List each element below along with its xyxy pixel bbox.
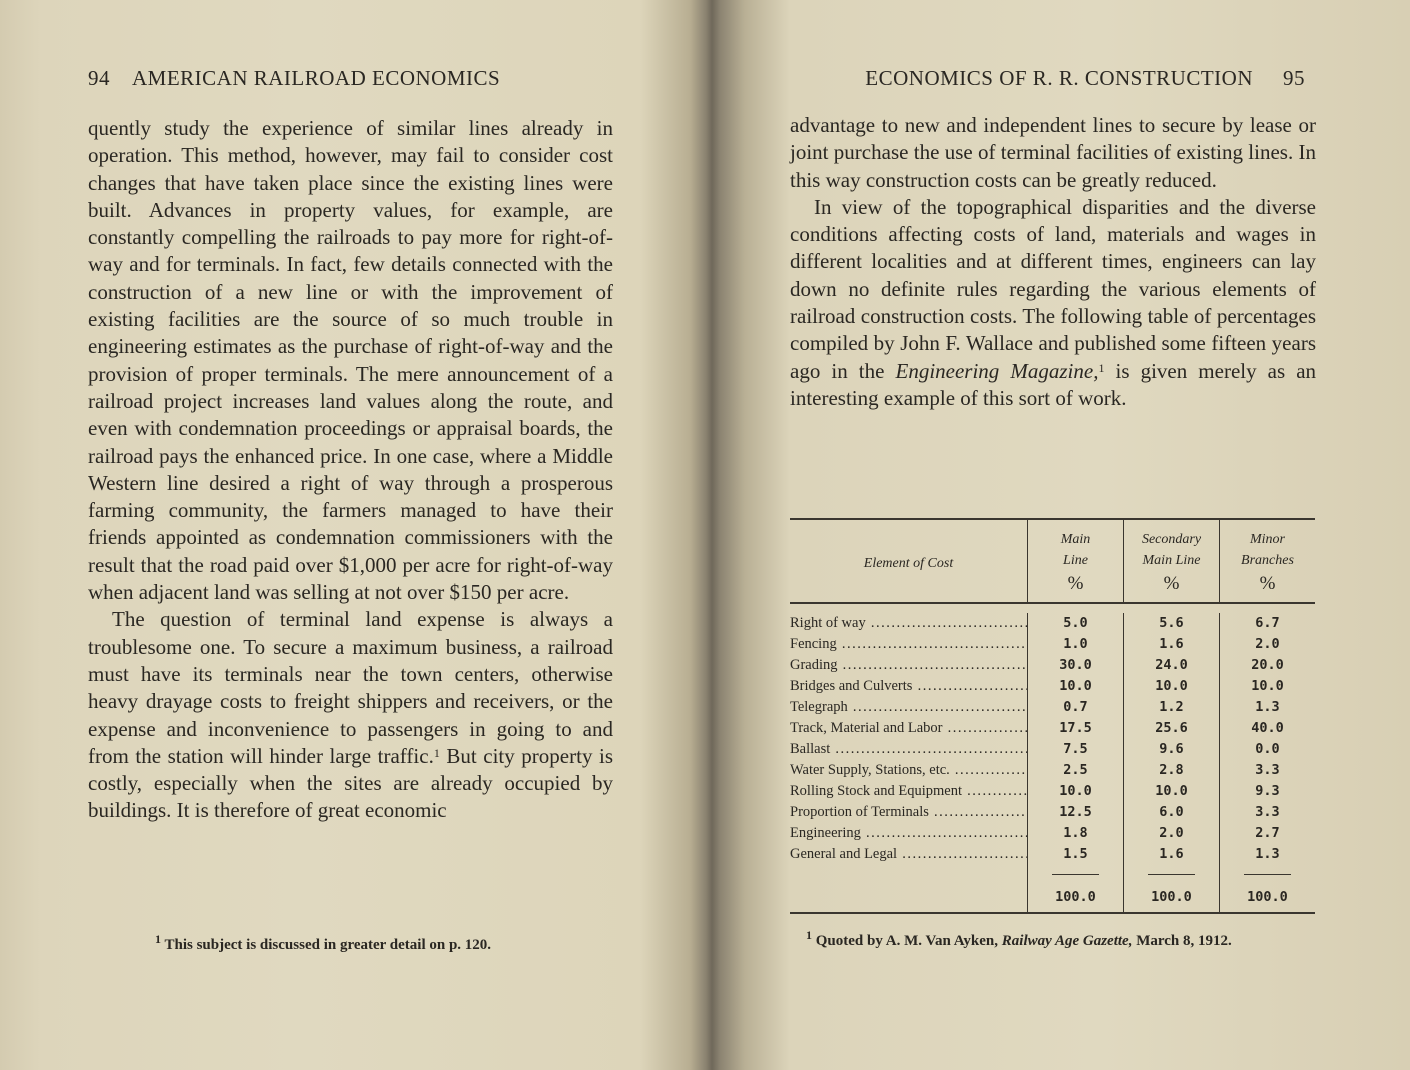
header-main-line-pct: % [1067,572,1084,594]
table-row-element: Rolling Stock and Equipment ..... [790,781,1027,802]
right-body-text [790,112,1316,412]
header-minor-1: Minor [1250,531,1285,547]
table-cell-minor: 1.3 [1255,846,1280,862]
railway-age-gazette-title: Railway Age Gazette, [1001,933,1133,949]
table-row-element: Engineering ..... [790,823,1027,844]
table-total-minor: 100.0 [1247,889,1288,905]
right-running-head [840,66,1305,91]
total-rule [1124,865,1219,884]
header-minor-branches [1220,520,1315,602]
table-row-element: Track, Material and Labor ..... [790,718,1027,739]
table-cell-main: 1.5 [1063,846,1088,862]
table-cell-secondary: 5.6 [1159,615,1184,631]
table-cell-minor: 6.7 [1255,615,1280,631]
header-secondary-main-line [1124,520,1220,602]
header-secondary-1: Secondary [1141,531,1202,547]
table-row-element: Ballast ..... [790,739,1027,760]
left-footnote-marker: 1 [155,932,161,946]
table-cell-main: 0.7 [1063,699,1088,715]
left-paragraph-2 [88,606,613,824]
table-row-element: Right of way ..... [790,613,1027,634]
right-paragraph-2 [790,194,1316,412]
right-footnote [806,928,1232,950]
table-cell-secondary: 2.8 [1159,762,1184,778]
table-row-element: Bridges and Culverts ..... [790,676,1027,697]
header-main-line-2: Line [1063,552,1088,568]
total-rule [790,865,1027,884]
header-element-label: Element of Cost [863,555,954,571]
total-rule [1220,865,1315,884]
table-row-element: Grading ..... [790,655,1027,676]
header-minor-2: Branches [1241,552,1294,568]
table-cell-main: 12.5 [1059,804,1092,820]
table-cell-secondary: 2.0 [1159,825,1184,841]
table-cell-minor: 40.0 [1251,720,1284,736]
left-paragraph-1: quently study the experience of similar lines already in operation. This method, however, may fail to consider cost changes that have taken place since the existing lines were built. Advances in property values, for example, are constantly compelling the railroads to pay more for right-of-way and for terminals. In fact, few details connected with the construction of a new line or with the improvement of existing facilities are the source of so much trouble in engineering estimates as the purchase of right-of-way and the provision of proper terminals. The mere announcement of a railroad project increases land values along the route, and even with condemnation proceedings or appraisal boards, the railroad pays the enhanced price. In one case, where a Middle Western line desired a right of way through a prosperous farming community, the farmers managed to have their friends appointed as condemnation commissioners with the result that the road paid over $1,000 per acre for right-of-way when adjacent land was selling at not over $150 per acre. [88,116,613,605]
table-header [790,520,1315,604]
table-cell-secondary: 1.6 [1159,636,1184,652]
table-cell-minor: 3.3 [1255,804,1280,820]
table-cell-secondary: 6.0 [1159,804,1184,820]
table-cell-minor: 9.3 [1255,783,1280,799]
table-row-element: Proportion of Terminals ..... [790,802,1027,823]
right-footnote-text-a: Quoted by A. M. Van Ayken, [815,933,999,949]
column-main-line [1028,613,1124,912]
table-row-element: Telegraph ..... [790,697,1027,718]
header-element-of-cost [790,520,1028,602]
header-minor-pct: % [1259,572,1276,594]
header-main-line [1028,520,1124,602]
table-cell-minor: 1.3 [1255,699,1280,715]
table-total-secondary: 100.0 [1151,889,1192,905]
table-cell-main: 10.0 [1059,678,1092,694]
table-cell-secondary: 25.6 [1155,720,1188,736]
table-cell-secondary: 9.6 [1159,741,1184,757]
total-rule [1028,865,1123,884]
table-cell-minor: 0.0 [1255,741,1280,757]
table-cell-minor: 3.3 [1255,762,1280,778]
left-running-head [88,66,613,91]
left-footnote-ref: 1 [433,745,440,760]
table-cell-secondary: 10.0 [1155,783,1188,799]
table-row-element: Fencing ..... [790,634,1027,655]
right-paragraph-2-a: In view of the topographical disparities and the diverse conditions affecting costs of land, materials and wages in different localities and at different times, engineers can lay down no definite rules regarding the various elements of railroad construction costs. The following table of percentages compiled by John F. Wallace and published some fifteen years ago in the [790,194,1316,383]
table-cell-main: 17.5 [1059,720,1092,736]
table-cell-main: 1.0 [1063,636,1088,652]
table-cell-minor: 10.0 [1251,678,1284,694]
left-paragraph-2-text: The question of terminal land expense is always a troublesome one. To secure a maximum business, a railroad must have its terminals near the town centers, otherwise heavy drayage costs to freight shippers and receivers, or the expense and inconvenience to passengers in going to and from the station will hinder large traffic. [88,607,613,768]
table-total-main: 100.0 [1055,889,1096,905]
left-page-number: 94 [88,66,110,90]
right-footnote-marker: 1 [806,928,812,942]
right-footnote-ref: 1 [1098,360,1105,375]
table-cell-main: 2.5 [1063,762,1088,778]
table-cell-main: 30.0 [1059,657,1092,673]
left-footnote [155,932,492,954]
table-body [790,604,1315,912]
table-cell-main: 1.8 [1063,825,1088,841]
header-secondary-2: Main Line [1142,552,1201,568]
table-cell-main: 5.0 [1063,615,1088,631]
left-running-title: AMERICAN RAILROAD ECONOMICS [132,66,501,90]
table-cell-secondary: 24.0 [1155,657,1188,673]
right-page-number: 95 [1283,66,1305,90]
table-cell-main: 10.0 [1059,783,1092,799]
header-secondary-pct: % [1163,572,1180,594]
left-body-text [88,115,613,825]
table-cell-minor: 2.7 [1255,825,1280,841]
column-element [790,613,1028,912]
left-footnote-text: This subject is discussed in greater detail on p. 120. [164,937,492,953]
right-page [712,0,1410,1070]
right-footnote-text-b: March 8, 1912. [1136,933,1232,949]
table-cell-secondary: 10.0 [1155,678,1188,694]
right-paragraph-2-b: is given merely as an interesting example of this sort of work. [790,358,1317,410]
table-cell-main: 7.5 [1063,741,1088,757]
table-cell-minor: 2.0 [1255,636,1280,652]
cost-percentage-table [790,518,1315,914]
total-label-blank [790,884,1027,912]
right-paragraph-1: advantage to new and independent lines to secure by lease or joint purchase the use of terminal facilities of existing lines. In this way construction costs can be greatly reduced. [790,113,1316,192]
column-minor [1220,613,1315,912]
table-cell-secondary: 1.2 [1159,699,1184,715]
table-row-element: Water Supply, Stations, etc. ..... [790,760,1027,781]
header-main-line-1: Main [1060,531,1091,547]
column-secondary [1124,613,1220,912]
table-cell-secondary: 1.6 [1159,846,1184,862]
table-row-element: General and Legal ..... [790,844,1027,865]
engineering-magazine-title: Engineering Magazine, [895,358,1099,383]
table-cell-minor: 20.0 [1251,657,1284,673]
left-paragraph-2-tail: But city property is costly, especially when the sites are already occupied by buildings. It is therefore of great economic [88,743,613,823]
right-running-title: ECONOMICS OF R. R. CONSTRUCTION [865,66,1253,90]
